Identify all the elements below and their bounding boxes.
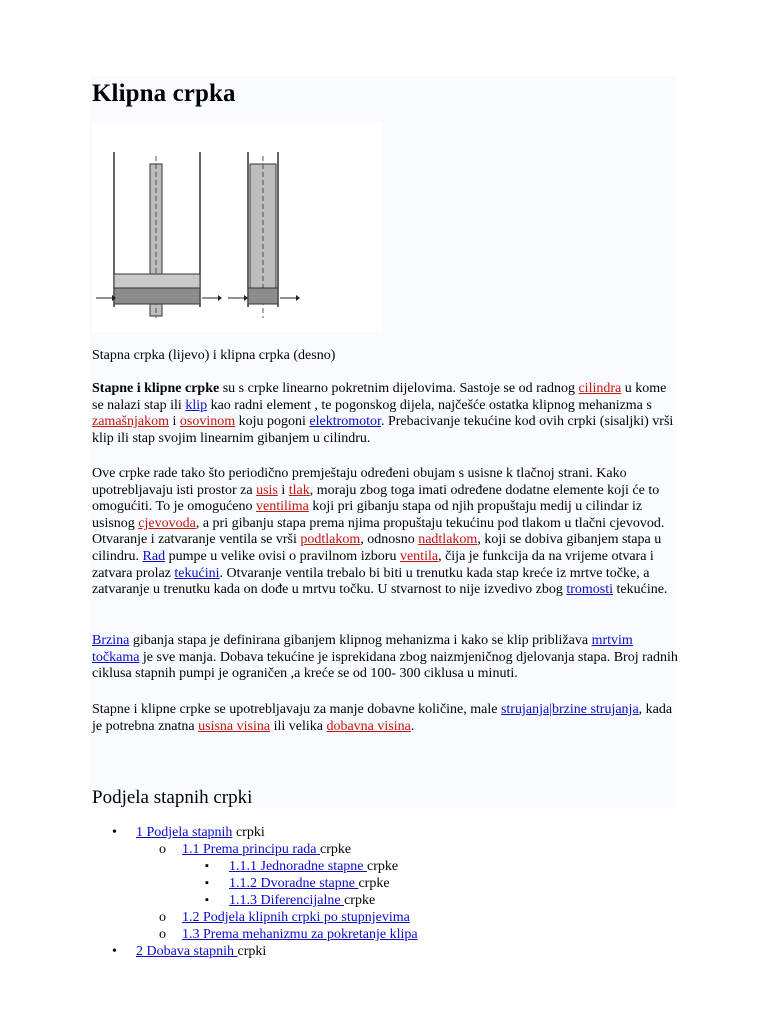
bullet-circle: o [159, 927, 166, 942]
paragraph-speed: Brzina gibanja stapa je definirana gibanjem klipnog mehanizma i kako se klip približava mrtvim točkama je sve manja. Dobava tekućine je isprekidana zbog naizmjeničnog djelovanja stapa. Broj radnih ciklusa stapnih pumpi je ograničen ,a kreće se od 100- 300 ciklusa u minuti. [92, 633, 678, 682]
toc-link-1-3[interactable]: 1.3 Prema mehanizmu za pokretanje klipa [182, 927, 418, 942]
section-heading: Podjela stapnih crpki [92, 787, 253, 808]
toc-link-2[interactable]: 2 Dobava stapnih [136, 944, 238, 959]
toc-item: o 1.1 Prema principu rada crpke [159, 842, 352, 857]
link-osovinom[interactable]: osovinom [179, 414, 236, 430]
link-brzina[interactable]: Brzina [92, 633, 130, 648]
link-rad[interactable]: Rad [142, 548, 166, 564]
bullet-square: ▪ [205, 894, 209, 906]
klipna-crpka-drawing [228, 152, 300, 318]
figure-caption: Stapna crpka (lijevo) i klipna crpka (desno) [92, 348, 336, 363]
toc-link-1-1-3[interactable]: 1.1.3 Diferencijalne [229, 893, 345, 908]
toc-item: ▪ 1.1.1 Jednoradne stapne crpke [205, 859, 399, 874]
link-elektromotor[interactable]: elektromotor [309, 414, 381, 430]
toc-item [92, 909, 692, 926]
pump-diagram-figure [92, 122, 382, 332]
toc-link-1[interactable]: 1 Podjela stapnih [136, 825, 233, 840]
table-of-contents [92, 824, 692, 960]
link-dobavna-visina[interactable]: dobavna visina [326, 718, 411, 734]
stapna-crpka-drawing [96, 152, 222, 318]
toc-link-1-1[interactable]: 1.1 Prema principu rada [182, 842, 321, 857]
toc-link-1-2[interactable]: 1.2 Podjela klipnih crpki po stupnjevima [182, 910, 410, 925]
link-tromosti[interactable]: tromosti [566, 582, 613, 598]
link-zamasnjakom[interactable]: zamašnjakom [92, 414, 169, 430]
link-tekucini[interactable]: tekućini [174, 565, 220, 581]
link-usisna-visina[interactable]: usisna visina [198, 718, 271, 734]
bullet-square: ▪ [205, 877, 209, 889]
toc-item: • 2 Dobava stapnih crpki [112, 944, 267, 959]
bold-term: Stapne i klipne crpke [92, 381, 220, 396]
pump-diagram [92, 122, 382, 332]
link-klip[interactable]: klip [185, 397, 208, 413]
bullet-dot: • [112, 944, 117, 959]
page-title: Klipna crpka [92, 80, 236, 107]
link-usis[interactable]: usis [256, 482, 278, 498]
link-tlak[interactable]: tlak [288, 482, 310, 498]
toc-item: ▪ 1.1.3 Diferencijalne crpke [205, 893, 376, 908]
link-ventila[interactable]: ventila [399, 548, 439, 564]
link-cjevovoda[interactable]: cjevovoda [138, 515, 196, 531]
paragraph-intro: Stapne i klipne crpke su s crpke linearno pokretnim dijelovima. Sastoje se od radnog cilindra u kome se nalazi stap ili klip kao radni element , te pogonskog dijela, najčešće ostatka klipnog mehanizma s zamašnjakom i osovinom koju pogoni elektromotor. Prebacivanje tekućine kod ovih crpki (sisaljki) vrši klip ili stap svojim linearnim gibanjem u cilindru. [92, 381, 674, 446]
paragraph-usage: Stapne i klipne crpke se upotrebljavaju za manje dobavne količine, male strujanja|brzine strujanja, kada je potrebna znatna usisna visina ili velika dobavna visina. [92, 702, 673, 734]
bullet-dot: • [112, 825, 117, 840]
link-mrtvim-tockama[interactable]: mrtvim točkama [92, 633, 633, 665]
link-cilindra[interactable]: cilindra [578, 381, 622, 396]
bullet-circle: o [159, 842, 166, 857]
toc-link-1-1-1[interactable]: 1.1.1 Jednoradne stapne [229, 859, 368, 874]
link-ventilima[interactable]: ventilima [256, 499, 309, 515]
toc-link-1-1-2[interactable]: 1.1.2 Dvoradne stapne [229, 876, 359, 891]
bullet-circle: o [159, 910, 166, 925]
toc-item [92, 926, 692, 943]
link-podtlakom[interactable]: podtlakom [300, 532, 361, 548]
bullet-square: ▪ [205, 860, 209, 872]
link-strujanja-brzine[interactable]: strujanja|brzine strujanja [500, 702, 639, 717]
toc-item: ▪ 1.1.2 Dvoradne stapne crpke [205, 876, 390, 891]
toc-item: • 1 Podjela stapnih crpki [112, 825, 265, 840]
link-nadtlakom[interactable]: nadtlakom [418, 532, 478, 548]
paragraph-principle: Ove crpke rade tako što periodično premještaju određeni obujam s usisne k tlačnoj strani. Kako upotrebljavaju isti prostor za usis i tlak, moraju zbog toga imati određene dodatne elemente koji će to omogućiti. To je omogućeno ventilima koji pri gibanju stapa od njih propuštaju medij u cilindar iz usisnog cjevovoda, a pri gibanju stapa prema njima propuštaju tekućinu pod tlakom u tlačni cjevovod. Otvaranje i zatvaranje ventila se vrši podtlakom, odnosno nadtlakom, koji se dobiva gibanjem stapa u cilindru. Rad pumpe u velike ovisi o pravilnom izboru ventila, čija je funkcija da na vrijeme otvara i zatvara prolaz tekućini. Otvaranje ventila trebalo bi biti u trenutku kada stap kreće iz mrtve točke, a zatvaranje u trenutku kada on dođe u mrtvu točku. U stvarnost to nije izvedivo zbog tromosti tekućine. [92, 466, 668, 598]
